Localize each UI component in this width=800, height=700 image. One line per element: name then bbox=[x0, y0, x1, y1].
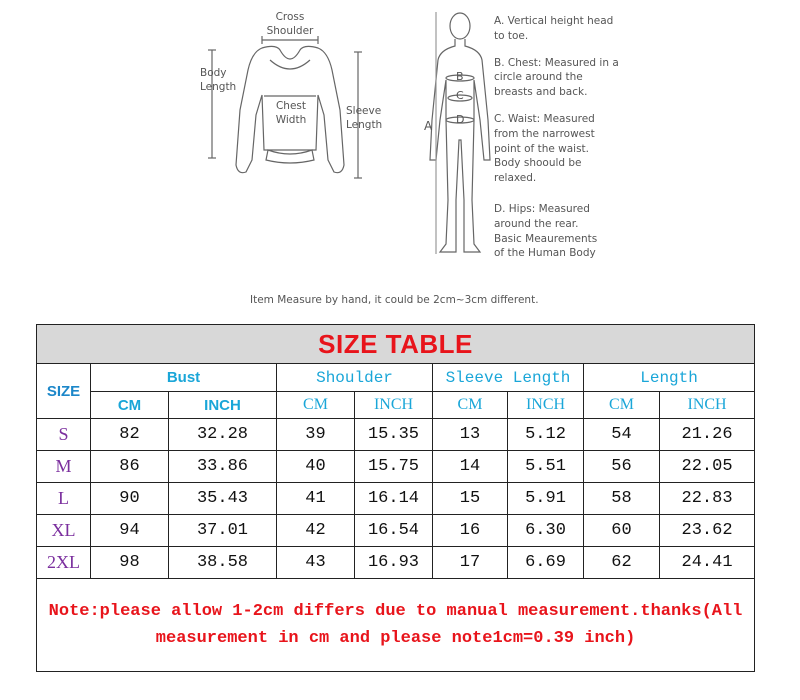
table-cell: 32.28 bbox=[169, 419, 277, 451]
sleeve-inch-header: INCH bbox=[508, 392, 584, 419]
size-cell: 2XL bbox=[37, 547, 91, 579]
length-header: Length bbox=[584, 364, 755, 392]
table-cell: 15 bbox=[433, 483, 508, 515]
garment-and-body-drawing bbox=[0, 0, 800, 320]
table-cell: 16.54 bbox=[355, 515, 433, 547]
table-cell: 62 bbox=[584, 547, 660, 579]
table-cell: 17 bbox=[433, 547, 508, 579]
table-cell: 40 bbox=[277, 451, 355, 483]
table-cell: 38.58 bbox=[169, 547, 277, 579]
table-cell: 39 bbox=[277, 419, 355, 451]
note-d: D. Hips: Measured around the rear. Basic Meaurements of the Human Body bbox=[494, 202, 598, 260]
size-cell: XL bbox=[37, 515, 91, 547]
table-cell: 16.93 bbox=[355, 547, 433, 579]
sweater-hem bbox=[266, 150, 314, 163]
table-cell: 54 bbox=[584, 419, 660, 451]
table-cell: 35.43 bbox=[169, 483, 277, 515]
measurement-illustration bbox=[0, 0, 800, 320]
bust-cm-header: CM bbox=[91, 392, 169, 419]
table-cell: 5.51 bbox=[508, 451, 584, 483]
size-cell: S bbox=[37, 419, 91, 451]
table-cell: 94 bbox=[91, 515, 169, 547]
table-row bbox=[37, 451, 755, 483]
size-table bbox=[36, 324, 754, 672]
table-cell: 6.69 bbox=[508, 547, 584, 579]
bust-header: Bust bbox=[91, 364, 277, 392]
table-cell: 43 bbox=[277, 547, 355, 579]
table-cell: 22.83 bbox=[660, 483, 755, 515]
cross-shoulder-label: Cross Shoulder bbox=[266, 11, 314, 37]
table-title-cell bbox=[37, 325, 755, 364]
measurement-notes bbox=[494, 14, 634, 277]
sleeve-length-header: Sleeve Length bbox=[433, 364, 584, 392]
note-a: A. Vertical height head to toe. bbox=[494, 15, 614, 42]
table-cell: 6.30 bbox=[508, 515, 584, 547]
length-inch-header: INCH bbox=[660, 392, 755, 419]
table-title: SIZE TABLE bbox=[318, 328, 473, 359]
chest-width-label: Chest Width bbox=[270, 99, 312, 127]
table-cell: 5.91 bbox=[508, 483, 584, 515]
marker-a: A bbox=[424, 119, 433, 133]
body-length-label: Body Length bbox=[200, 67, 237, 93]
table-cell: 56 bbox=[584, 451, 660, 483]
table-row bbox=[37, 483, 755, 515]
shoulder-inch-header: INCH bbox=[355, 392, 433, 419]
table-cell: 22.05 bbox=[660, 451, 755, 483]
table-cell: 16.14 bbox=[355, 483, 433, 515]
table-row bbox=[37, 515, 755, 547]
table-cell: 5.12 bbox=[508, 419, 584, 451]
shoulder-header: Shoulder bbox=[277, 364, 433, 392]
table-cell: 14 bbox=[433, 451, 508, 483]
table-cell: 58 bbox=[584, 483, 660, 515]
bust-inch-header: INCH bbox=[169, 392, 277, 419]
marker-c: C bbox=[456, 89, 464, 102]
table-cell: 82 bbox=[91, 419, 169, 451]
sleeve-cm-header: CM bbox=[433, 392, 508, 419]
table-cell: 21.26 bbox=[660, 419, 755, 451]
table-note-cell bbox=[37, 579, 755, 672]
marker-b: B bbox=[456, 70, 464, 83]
shoulder-cm-header: CM bbox=[277, 392, 355, 419]
table-cell: 15.75 bbox=[355, 451, 433, 483]
table-cell: 42 bbox=[277, 515, 355, 547]
table-cell: 60 bbox=[584, 515, 660, 547]
table-cell: 37.01 bbox=[169, 515, 277, 547]
table-cell: 86 bbox=[91, 451, 169, 483]
marker-d: D bbox=[456, 113, 465, 126]
size-cell: M bbox=[37, 451, 91, 483]
measure-disclaimer: Item Measure by hand, it could be 2cm~3cm different. bbox=[250, 294, 539, 306]
sleeve-length-label: Sleeve Length bbox=[346, 105, 383, 131]
table-note: Note:please allow 1-2cm differs due to manual measurement.thanks(All measurement in cm and please note1cm=0.39 inch) bbox=[48, 602, 743, 648]
table-row bbox=[37, 419, 755, 451]
table-cell: 16 bbox=[433, 515, 508, 547]
table-cell: 90 bbox=[91, 483, 169, 515]
body-head bbox=[450, 13, 470, 39]
table-cell: 24.41 bbox=[660, 547, 755, 579]
note-c: C. Waist: Measured from the narrowest point of the waist. Body shoould be relaxed. bbox=[494, 112, 595, 185]
note-b: B. Chest: Measured in a circle around the breasts and back. bbox=[494, 56, 619, 99]
table-cell: 15.35 bbox=[355, 419, 433, 451]
length-cm-header: CM bbox=[584, 392, 660, 419]
table-row bbox=[37, 547, 755, 579]
size-cell: L bbox=[37, 483, 91, 515]
table-cell: 41 bbox=[277, 483, 355, 515]
table-cell: 33.86 bbox=[169, 451, 277, 483]
size-column-header: SIZE bbox=[37, 364, 91, 419]
table-cell: 23.62 bbox=[660, 515, 755, 547]
table-cell: 98 bbox=[91, 547, 169, 579]
table-cell: 13 bbox=[433, 419, 508, 451]
